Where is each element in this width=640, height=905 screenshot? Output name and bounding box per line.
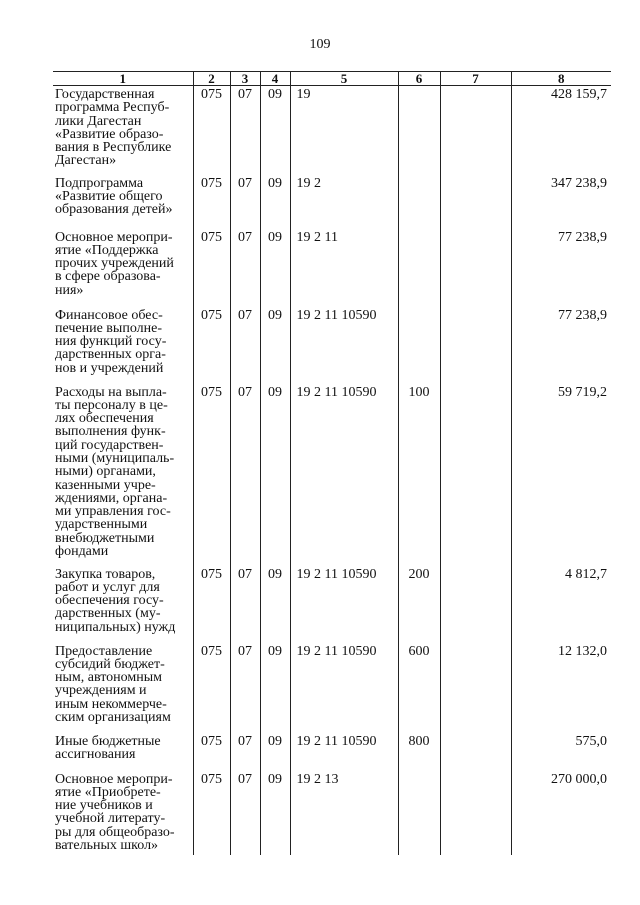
table-row [53,86,611,175]
row-col-7 [440,771,511,855]
row-amount: 270 000,0 [511,771,611,855]
row-expense-type [398,771,440,855]
row-ministry-code: 075 [193,229,230,307]
table-row [53,307,611,384]
row-name-text: Основное меропри- ятие «Приобрете- ние учебников и учебной литерату- ры для общеобразо- вательных школ» [55,771,175,853]
row-subsection-code: 09 [260,771,290,855]
row-amount: 77 238,9 [511,229,611,307]
row-col-7 [440,86,511,175]
row-ministry-code: 075 [193,566,230,643]
row-subsection-code: 09 [260,307,290,384]
row-name-text: Предоставление субсидий бюджет- ным, автономным учреждениям и иным некоммерче- ским организациям [55,643,171,725]
row-name [53,384,193,566]
row-col-7 [440,566,511,643]
row-expense-type: 200 [398,566,440,643]
row-ministry-code: 075 [193,384,230,566]
row-target-article: 19 [290,86,398,175]
row-name [53,771,193,855]
row-section-code: 07 [230,643,260,733]
row-name [53,86,193,175]
row-expense-type [398,175,440,229]
row-ministry-code: 075 [193,643,230,733]
row-name [53,566,193,643]
page-number: 109 [309,37,331,52]
row-name [53,733,193,771]
row-section-code: 07 [230,771,260,855]
row-amount: 575,0 [511,733,611,771]
row-subsection-code: 09 [260,229,290,307]
row-expense-type [398,229,440,307]
header-col-6: 6 [398,72,440,86]
row-target-article: 19 2 [290,175,398,229]
header-col-4: 4 [260,72,290,86]
row-name [53,175,193,229]
header-col-5: 5 [290,72,398,86]
table-body [53,86,611,855]
table-row [53,771,611,855]
row-name-text: Государственная программа Респуб- лики Дагестан «Развитие образо- вания в Республике Дагестан» [55,87,172,169]
row-ministry-code: 075 [193,733,230,771]
row-amount: 347 238,9 [511,175,611,229]
table-row [53,733,611,771]
row-amount: 77 238,9 [511,307,611,384]
row-section-code: 07 [230,307,260,384]
row-expense-type [398,86,440,175]
row-name-text: Закупка товаров, работ и услуг для обеспечения госу- дарственных (му- ниципальных) нужд [55,566,176,635]
row-expense-type: 600 [398,643,440,733]
row-section-code: 07 [230,229,260,307]
row-target-article: 19 2 11 10590 [290,566,398,643]
row-ministry-code: 075 [193,175,230,229]
row-subsection-code: 09 [260,86,290,175]
table-row [53,384,611,566]
row-ministry-code: 075 [193,307,230,384]
row-expense-type: 100 [398,384,440,566]
row-section-code: 07 [230,86,260,175]
row-col-7 [440,175,511,229]
row-target-article: 19 2 11 10590 [290,733,398,771]
row-name-text: Расходы на выпла- ты персоналу в це- лях обеспечения выполнения функ- ций государствен- ными (муниципаль- ными) органами, казенными учре- ждениями, органа- ми управления гос- ударственными внебюджетными фондами [55,384,175,560]
header-col-7: 7 [440,72,511,86]
table-row [53,566,611,643]
row-name-text: Подпрограмма «Развитие общего образования детей» [55,175,173,218]
row-target-article: 19 2 11 10590 [290,643,398,733]
row-amount: 59 719,2 [511,384,611,566]
table-row [53,643,611,733]
row-amount: 428 159,7 [511,86,611,175]
row-target-article: 19 2 13 [290,771,398,855]
row-col-7 [440,733,511,771]
row-expense-type: 800 [398,733,440,771]
row-section-code: 07 [230,384,260,566]
row-name-text: Иные бюджетные ассигнования [55,733,161,762]
row-ministry-code: 075 [193,771,230,855]
row-section-code: 07 [230,175,260,229]
table-row [53,175,611,229]
row-subsection-code: 09 [260,175,290,229]
row-subsection-code: 09 [260,566,290,643]
row-name [53,643,193,733]
table-header [53,72,611,86]
header-row [53,72,611,86]
row-expense-type [398,307,440,384]
budget-table [53,71,611,855]
row-section-code: 07 [230,566,260,643]
row-name [53,307,193,384]
row-col-7 [440,384,511,566]
row-col-7 [440,307,511,384]
row-name [53,229,193,307]
row-target-article: 19 2 11 [290,229,398,307]
row-col-7 [440,643,511,733]
row-section-code: 07 [230,733,260,771]
row-amount: 12 132,0 [511,643,611,733]
row-subsection-code: 09 [260,733,290,771]
row-subsection-code: 09 [260,643,290,733]
row-target-article: 19 2 11 10590 [290,384,398,566]
row-subsection-code: 09 [260,384,290,566]
row-target-article: 19 2 11 10590 [290,307,398,384]
header-col-2: 2 [193,72,230,86]
row-name-text: Основное меропри- ятие «Поддержка прочих учреждений в сфере образова- ния» [55,229,174,298]
header-col-1: 1 [53,72,193,86]
header-col-8: 8 [511,72,611,86]
header-col-3: 3 [230,72,260,86]
table-row [53,229,611,307]
row-name-text: Финансовое обес- печение выполне- ния функций госу- дарственных орга- нов и учреждений [55,307,167,376]
row-amount: 4 812,7 [511,566,611,643]
row-col-7 [440,229,511,307]
row-ministry-code: 075 [193,86,230,175]
